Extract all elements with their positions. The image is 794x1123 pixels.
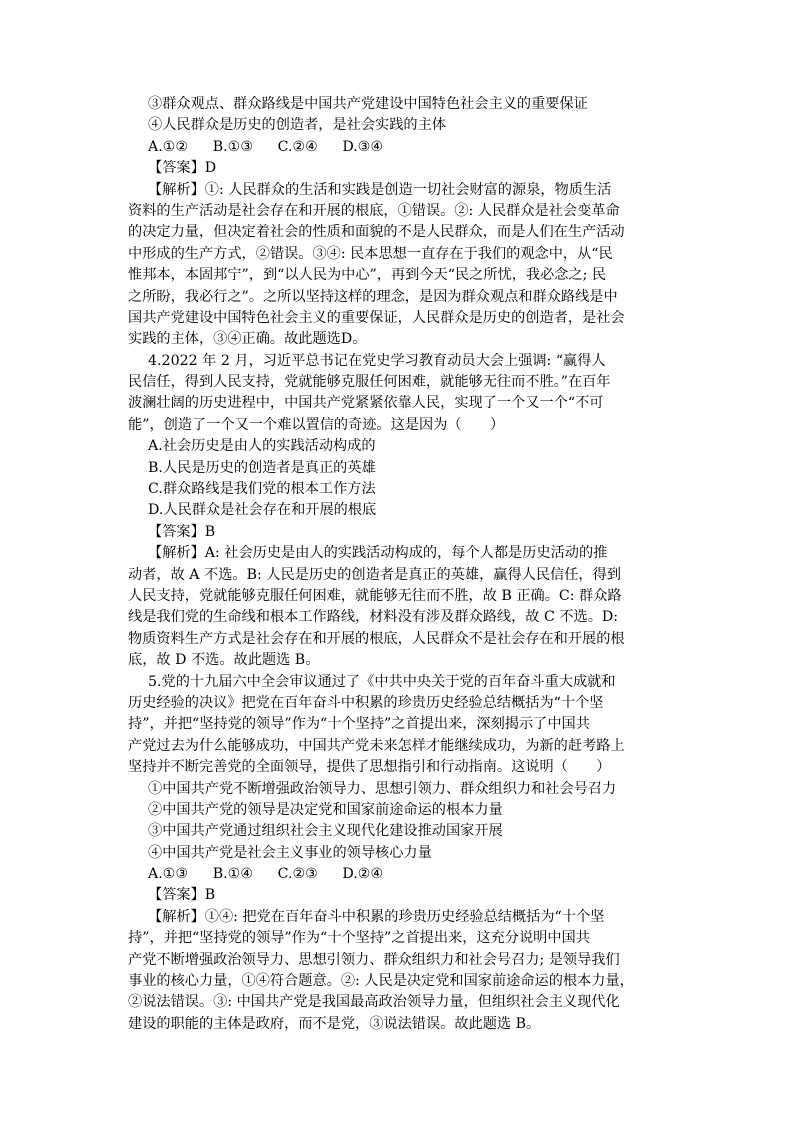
choice-c: C.②③ <box>277 866 318 883</box>
analysis-line: 物质资料生产方式是社会存在和开展的根底，人民群众不是社会存在和开展的根 <box>128 630 625 647</box>
question-stem-line: 4.2022 年 2 月，习近平总书记在党史学习教育动员大会上强调: “赢得人 <box>148 352 606 369</box>
analysis-line: 【解析】①: 人民群众的生活和实践是创造一切社会财富的源泉，物质生活 <box>148 181 612 198</box>
statement-4: ④中国共产党是社会主义事业的领导核心力量 <box>148 844 432 861</box>
question-stem-line: 持”，并把“坚持党的领导”作为“十个坚持”之首提出来，深刻揭示了中国共 <box>128 716 590 733</box>
analysis-line: ②说法错误。③: 中国共产党是我国最高政治领导力量，但组织社会主义现代化 <box>128 994 620 1011</box>
question-stem-line: 历史经验的决议》把党在百年奋斗中积累的珍贵历史经验总结概括为“十个坚 <box>128 694 604 711</box>
question-stem-line: 5.党的十九届六中全会审议通过了《中共中央关于党的百年奋斗重大成就和 <box>148 673 616 690</box>
analysis-line: 底，故 D 不选。故此题选 B。 <box>128 652 320 669</box>
analysis-line: 的决定力量，但决定着社会的性质和面貌的不是人民群众，而是人们在生产活动 <box>128 224 625 241</box>
analysis-block <box>128 180 674 351</box>
option-b: B.人民是历史的创造者是真正的英雄 <box>148 459 376 476</box>
answer-label: 【答案】D <box>148 160 217 177</box>
question-stem-line: 能”，创造了一个又一个难以置信的奇迹。这是因为（ ） <box>128 416 505 433</box>
analysis-line: 【解析】A: 社会历史是由人的实践活动构成的，每个人都是历史活动的推 <box>148 545 608 562</box>
question-stem-line: 坚持并不断完善党的全面领导，提供了思想指引和行动指南。这说明（ ） <box>128 759 611 776</box>
statement-2: ②中国共产党的领导是决定党和国家前途命运的根本力量 <box>148 801 503 818</box>
choice-b: B.①④ <box>212 866 254 883</box>
answer-label: 【答案】B <box>148 887 216 904</box>
analysis-line: 线是我们党的生命线和根本工作路线，材料没有涉及群众路线，故 C 不选。D: <box>128 609 619 626</box>
analysis-line: 产党不断增强政治领导力、思想引领力、群众组织力和社会号召力; 是领导我们 <box>128 951 620 968</box>
analysis-line: 之所盼，我必行之”。之所以坚持这样的理念，是因为群众观点和群众路线是中 <box>128 288 618 305</box>
analysis-line: 人民支持，党就能够克服任何困难，就能够无往而不胜，故 B 正确。C: 群众路 <box>128 587 622 604</box>
statement-1: ①中国共产党不断增强政治领导力、思想引领力、群众组织力和社会号召力 <box>148 780 617 797</box>
choice-a: A.①③ <box>148 866 189 883</box>
question-stem-line: 产党过去为什么能够成功，中国共产党未来怎样才能继续成功，为新的赶考路上 <box>128 737 625 754</box>
answer-label: 【答案】B <box>148 523 216 540</box>
analysis-line: 资料的生产活动是社会存在和开展的根底，①错误。②: 人民群众是社会变革命 <box>128 202 620 219</box>
analysis-line: 【解析】①④: 把党在百年奋斗中积累的珍贵历史经验总结概括为“十个坚 <box>148 908 605 925</box>
analysis-line: 动者，故 A 不选。B: 人民是历史的创造者是真正的英雄，赢得人民信任，得到 <box>128 566 621 583</box>
option-d: D.人民群众是社会存在和开展的根底 <box>148 502 377 519</box>
choice-d: D.③④ <box>342 138 384 155</box>
analysis-line: 事业的核心力量，①④符合题意。②: 人民是决定党和国家前途命运的根本力量， <box>128 973 634 990</box>
statement-3: ③群众观点、群众路线是中国共产党建设中国特色社会主义的重要保证 <box>148 96 588 112</box>
choice-row <box>148 137 674 158</box>
analysis-line: 持”，并把“坚持党的领导”作为“十个坚持”之首提出来，这充分说明中国共 <box>128 930 590 947</box>
question-stem-line: 民信任，得到人民支持，党就能够克服任何困难，就能够无往而不胜。”在百年 <box>128 374 611 391</box>
question-4 <box>128 351 674 672</box>
choice-d: D.②④ <box>342 866 384 883</box>
question-5 <box>128 672 674 1036</box>
option-a: A.社会历史是由人的实践活动构成的 <box>148 438 376 455</box>
choice-c: C.②④ <box>277 138 318 155</box>
statement-4: ④人民群众是历史的创造者，是社会实践的主体 <box>148 117 446 134</box>
analysis-line: 中形成的生产方式，②错误。③④: 民本思想一直存在于我们的观念中，从“民 <box>128 245 613 262</box>
choice-b: B.①③ <box>212 138 254 155</box>
analysis-line: 实践的主体，③④正确。故此题选D。 <box>128 331 367 348</box>
analysis-line: 国共产党建设中国特色社会主义的重要保证，人民群众是历史的创造者，是社会 <box>128 309 625 326</box>
option-c: C.群众路线是我们党的根本工作方法 <box>148 481 376 498</box>
choice-row <box>148 864 674 885</box>
statement-3: ③中国共产党通过组织社会主义现代化建设推动国家开展 <box>148 823 503 840</box>
question-stem-line: 波澜壮阔的历史进程中，中国共产党紧紧依靠人民，实现了一个又一个“不可 <box>128 395 604 412</box>
choice-a: A.①② <box>148 138 189 155</box>
document-page <box>128 94 674 1035</box>
analysis-line: 建设的职能的主体是政府，而不是党，③说法错误。故此题选 B。 <box>128 1015 541 1032</box>
analysis-line: 惟邦本，本固邦宁”，到“以人民为中心”，再到今天“民之所忧，我必念之; 民 <box>128 267 607 284</box>
